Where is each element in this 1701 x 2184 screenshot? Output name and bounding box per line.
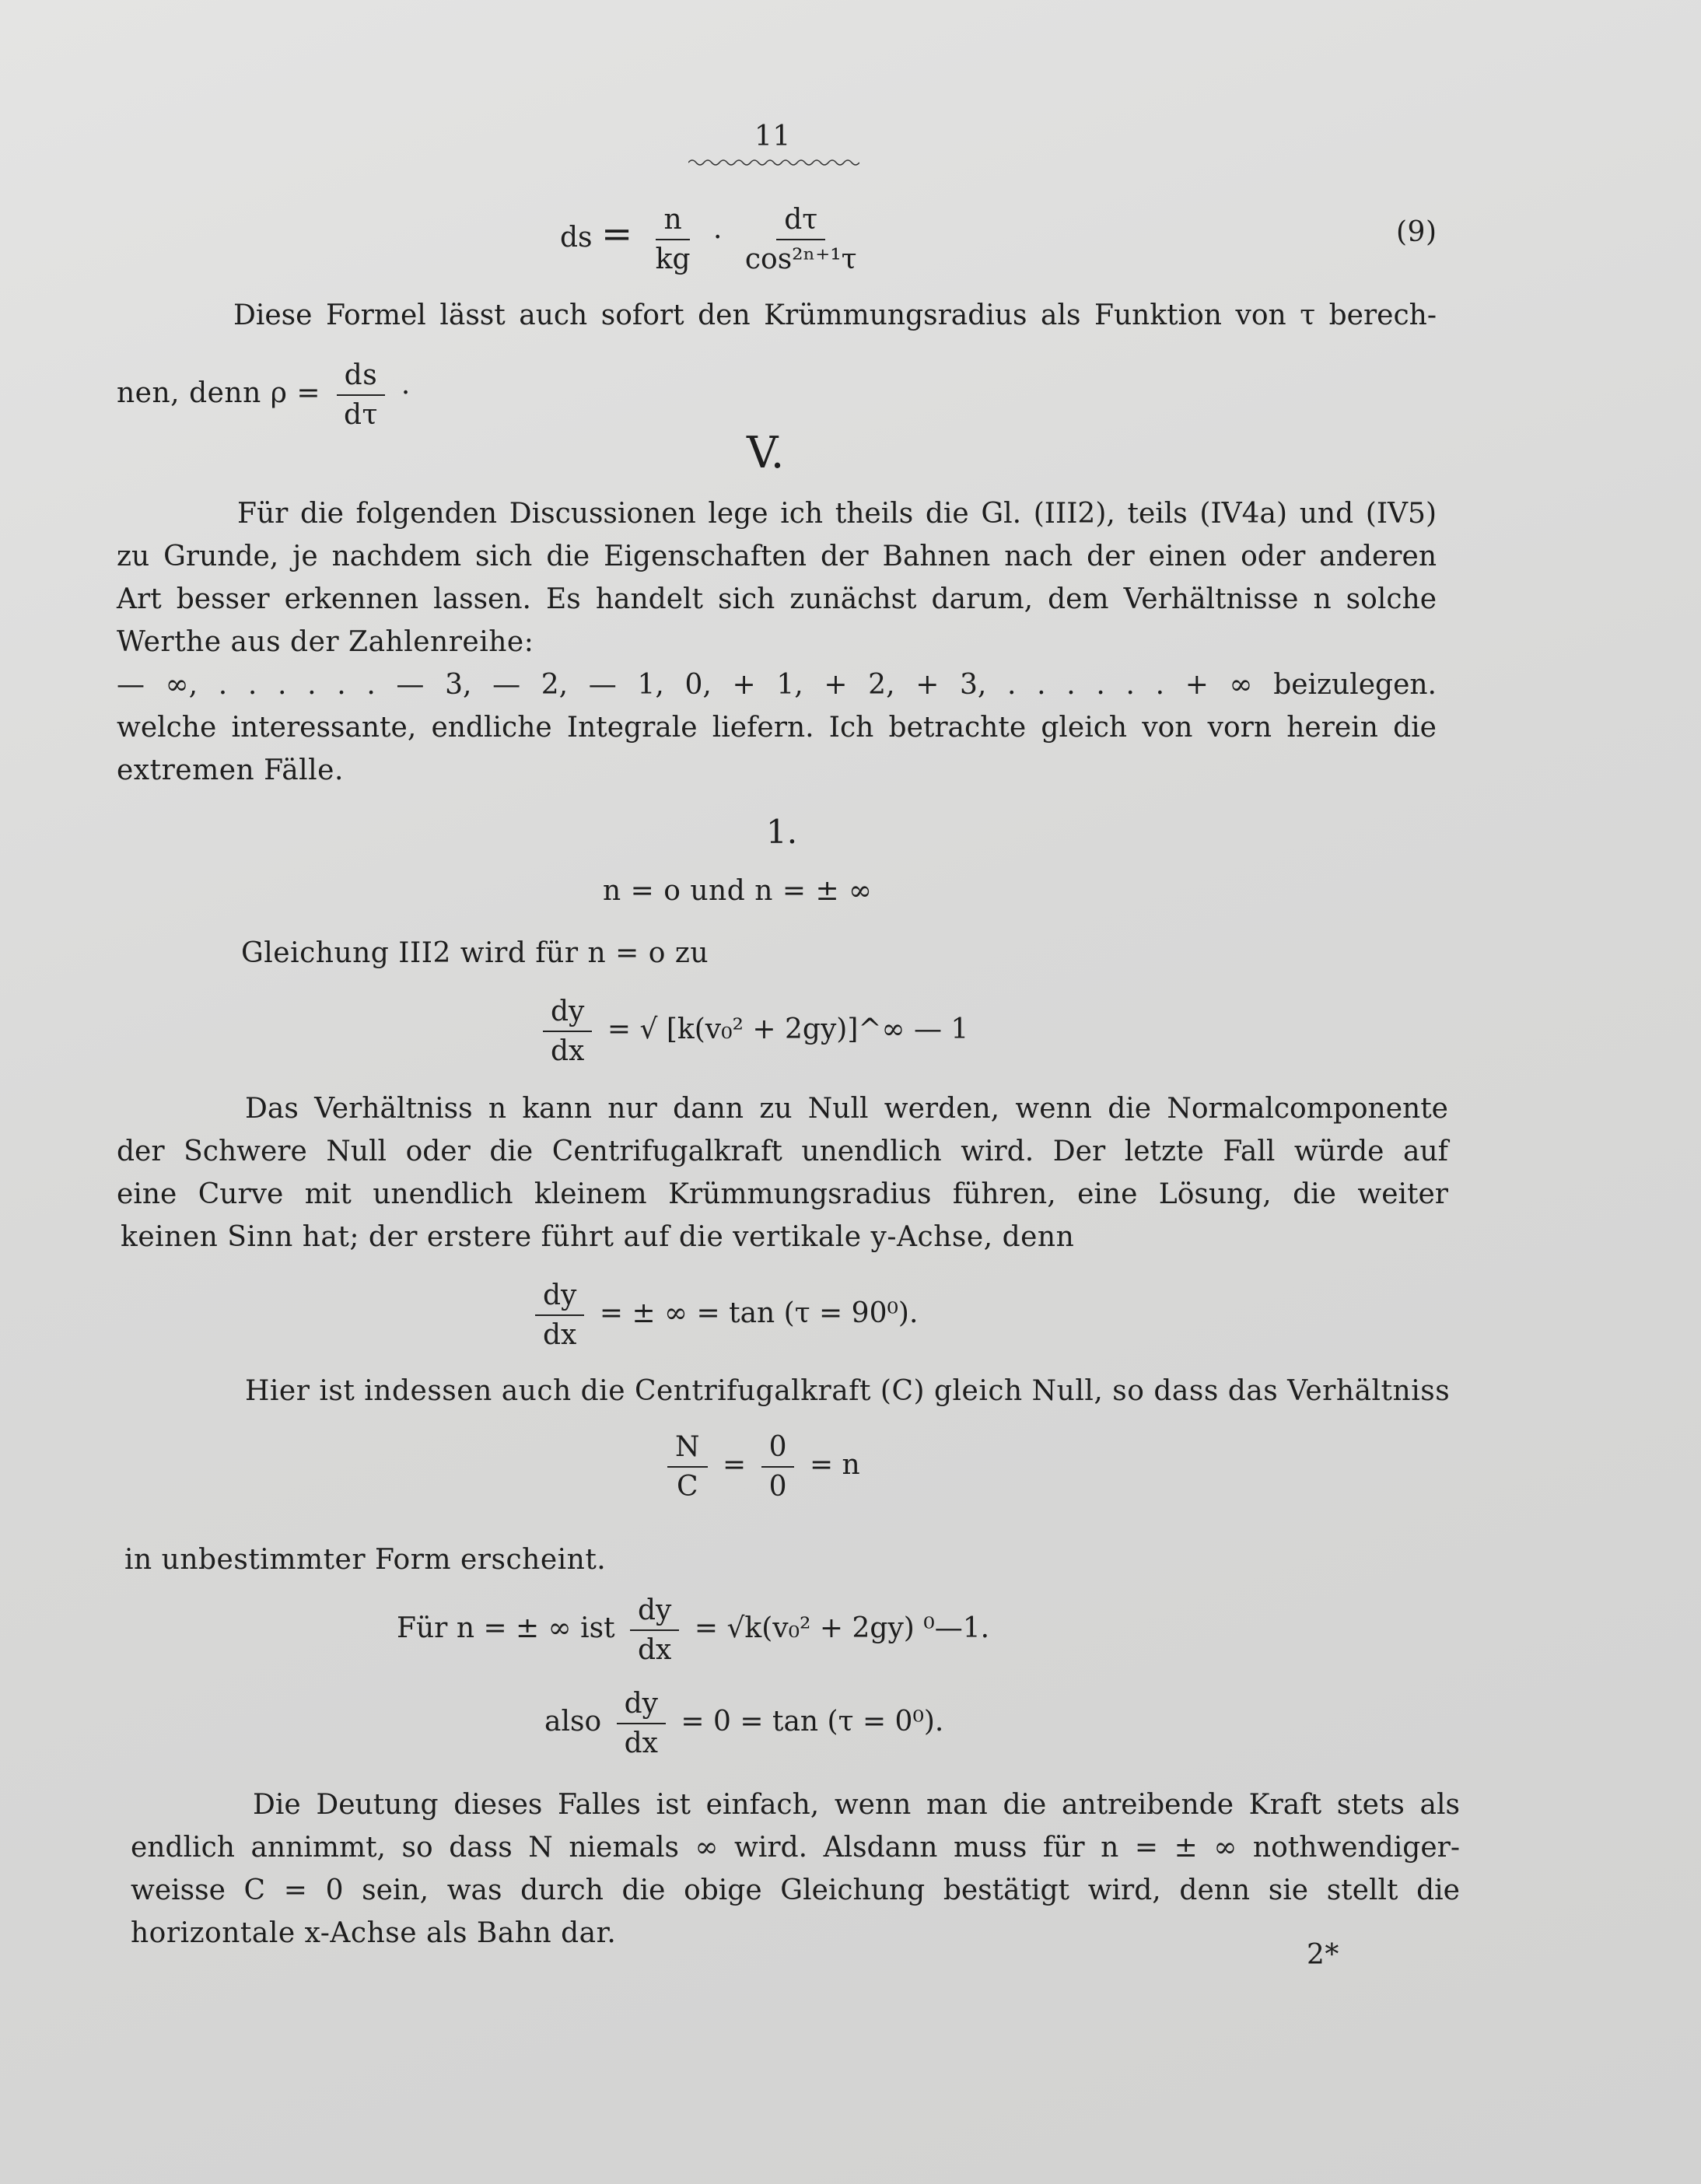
nc-fraction (667, 1431, 708, 1503)
gleichung-line: Gleichung III2 wird für n = o zu (241, 937, 709, 969)
eq1-numerator: dy (543, 996, 592, 1032)
equation-fuer (397, 1594, 989, 1666)
equation-dy-dx-1 (537, 996, 968, 1067)
eq9-fraction-1 (648, 204, 698, 275)
eq2-fraction (535, 1279, 584, 1351)
para4-line4: horizontale x-Achse als Bahn dar. (131, 1917, 617, 1949)
equation-n-over-c: $\frac{N}{C}$ = $\frac{0}{0}$ = n (661, 1431, 860, 1503)
page-number: 11 (754, 121, 791, 152)
ornamental-rule (688, 157, 859, 168)
eq9-equals: = (600, 212, 633, 256)
para2-line1: Für die folgenden Discussionen lege ich theils die Gl. (III2), teils (IV4a) und (IV5) (237, 498, 1437, 530)
subsection-number: 1. (766, 813, 798, 851)
fuer-numerator: dy (630, 1594, 679, 1631)
equation-9 (560, 204, 871, 275)
subsection-title: n = o und n = ± ∞ (603, 875, 873, 907)
eq2-numerator: dy (535, 1279, 584, 1316)
fuer-fraction (630, 1594, 679, 1666)
para1-line1: Diese Formel lässt auch sofort den Krümmungsradius als Funktion von τ berech- (233, 299, 1437, 331)
para3-line1: Das Verhältniss n kann nur dann zu Null werden, wenn die Normalcomponente (245, 1093, 1448, 1125)
eq9-lhs: ds (560, 222, 593, 254)
section-heading: V. (747, 428, 785, 478)
equation-also (544, 1688, 943, 1759)
zero-denominator: 0 (768, 1471, 787, 1503)
para2-line7: extremen Fälle. (117, 754, 344, 786)
eq1-fraction (543, 996, 592, 1067)
para4-line2: endlich annimmt, so dass N niemals ∞ wird. Alsdann muss für n = ± ∞ nothwendiger- (131, 1832, 1460, 1864)
rho-numerator: ds (337, 359, 386, 396)
eq1-rhs: = √ [k(v₀² + 2gy)]^∞ — 1 (607, 1013, 969, 1045)
eq1-denominator: dx (551, 1035, 585, 1067)
rho-denominator: dτ (343, 399, 378, 431)
eq9-frac1-denominator: kg (655, 243, 691, 275)
para2-line4: Werthe aus der Zahlenreihe: (117, 626, 534, 658)
eq2-denominator: dx (543, 1319, 577, 1351)
nc-rhs: = n (809, 1449, 860, 1481)
fuer-lhs: Für n = ± ∞ ist (397, 1612, 615, 1644)
para1-line2-text: nen, denn ρ = (117, 377, 320, 409)
eq2-rhs: = ± ∞ = tan (τ = 90⁰). (599, 1297, 919, 1329)
para4-line1: Die Deutung dieses Falles ist einfach, wenn man die antreibende Kraft stets als (253, 1789, 1460, 1821)
para2-line5: — ∞, . . . . . . — 3, — 2, — 1, 0, + 1, + 2, + 3, . . . . . . + ∞ beizulegen. (117, 669, 1437, 701)
rho-fraction (336, 359, 386, 431)
para3-line4: keinen Sinn hat; der erstere führt auf die vertikale y-Achse, denn (121, 1221, 1075, 1253)
zero-numerator: 0 (761, 1431, 795, 1468)
also-numerator: dy (617, 1688, 666, 1724)
eq9-frac2-numerator: dτ (776, 204, 825, 240)
eq9-fraction-2 (737, 204, 865, 275)
para2-line2: zu Grunde, je nachdem sich die Eigenschaften der Bahnen nach der einen oder anderen (117, 541, 1437, 572)
para3-line3: eine Curve mit unendlich kleinem Krümmungsradius führen, eine Lösung, die weiter (117, 1178, 1448, 1210)
para2-line3: Art besser erkennen lassen. Es handelt sich zunächst darum, dem Verhältnisse n solche (117, 583, 1437, 615)
hier-line: Hier ist indessen auch die Centrifugalkraft (C) gleich Null, so dass das Verhältniss (245, 1375, 1451, 1407)
nc-denominator: C (676, 1471, 698, 1503)
equation-9-tag: (9) (1396, 216, 1437, 248)
unbestimmt-line: in unbestimmter Form erscheint. (124, 1544, 607, 1576)
also-denominator: dx (624, 1727, 658, 1759)
fuer-denominator: dx (638, 1634, 672, 1666)
para1-line2: nen, denn ρ = $\frac{ds}{d\tau}$ · (117, 359, 411, 431)
eq9-dot: · (712, 222, 723, 254)
para3-line2: der Schwere Null oder die Centrifugalkraft unendlich wird. Der letzte Fall würde auf (117, 1136, 1448, 1167)
nc-numerator: N (667, 1431, 708, 1468)
para4-line3: weisse C = 0 sein, was durch die obige Gleichung bestätigt wird, denn sie stellt die (131, 1874, 1460, 1906)
also-lhs: also (544, 1706, 602, 1738)
eq9-frac1-numerator: n (656, 204, 689, 240)
signature-mark: 2* (1307, 1939, 1339, 1971)
eq9-frac2-denominator: cos²ⁿ⁺¹τ (744, 243, 857, 275)
also-fraction (617, 1688, 666, 1759)
fuer-rhs: = √k(v₀² + 2gy) ⁰—1. (694, 1612, 990, 1644)
equation-dy-dx-2 (529, 1279, 918, 1351)
zero-fraction (761, 1431, 795, 1503)
also-rhs: = 0 = tan (τ = 0⁰). (681, 1706, 944, 1738)
para2-line6: welche interessante, endliche Integrale liefern. Ich betrachte gleich von vorn herein die (117, 712, 1437, 744)
